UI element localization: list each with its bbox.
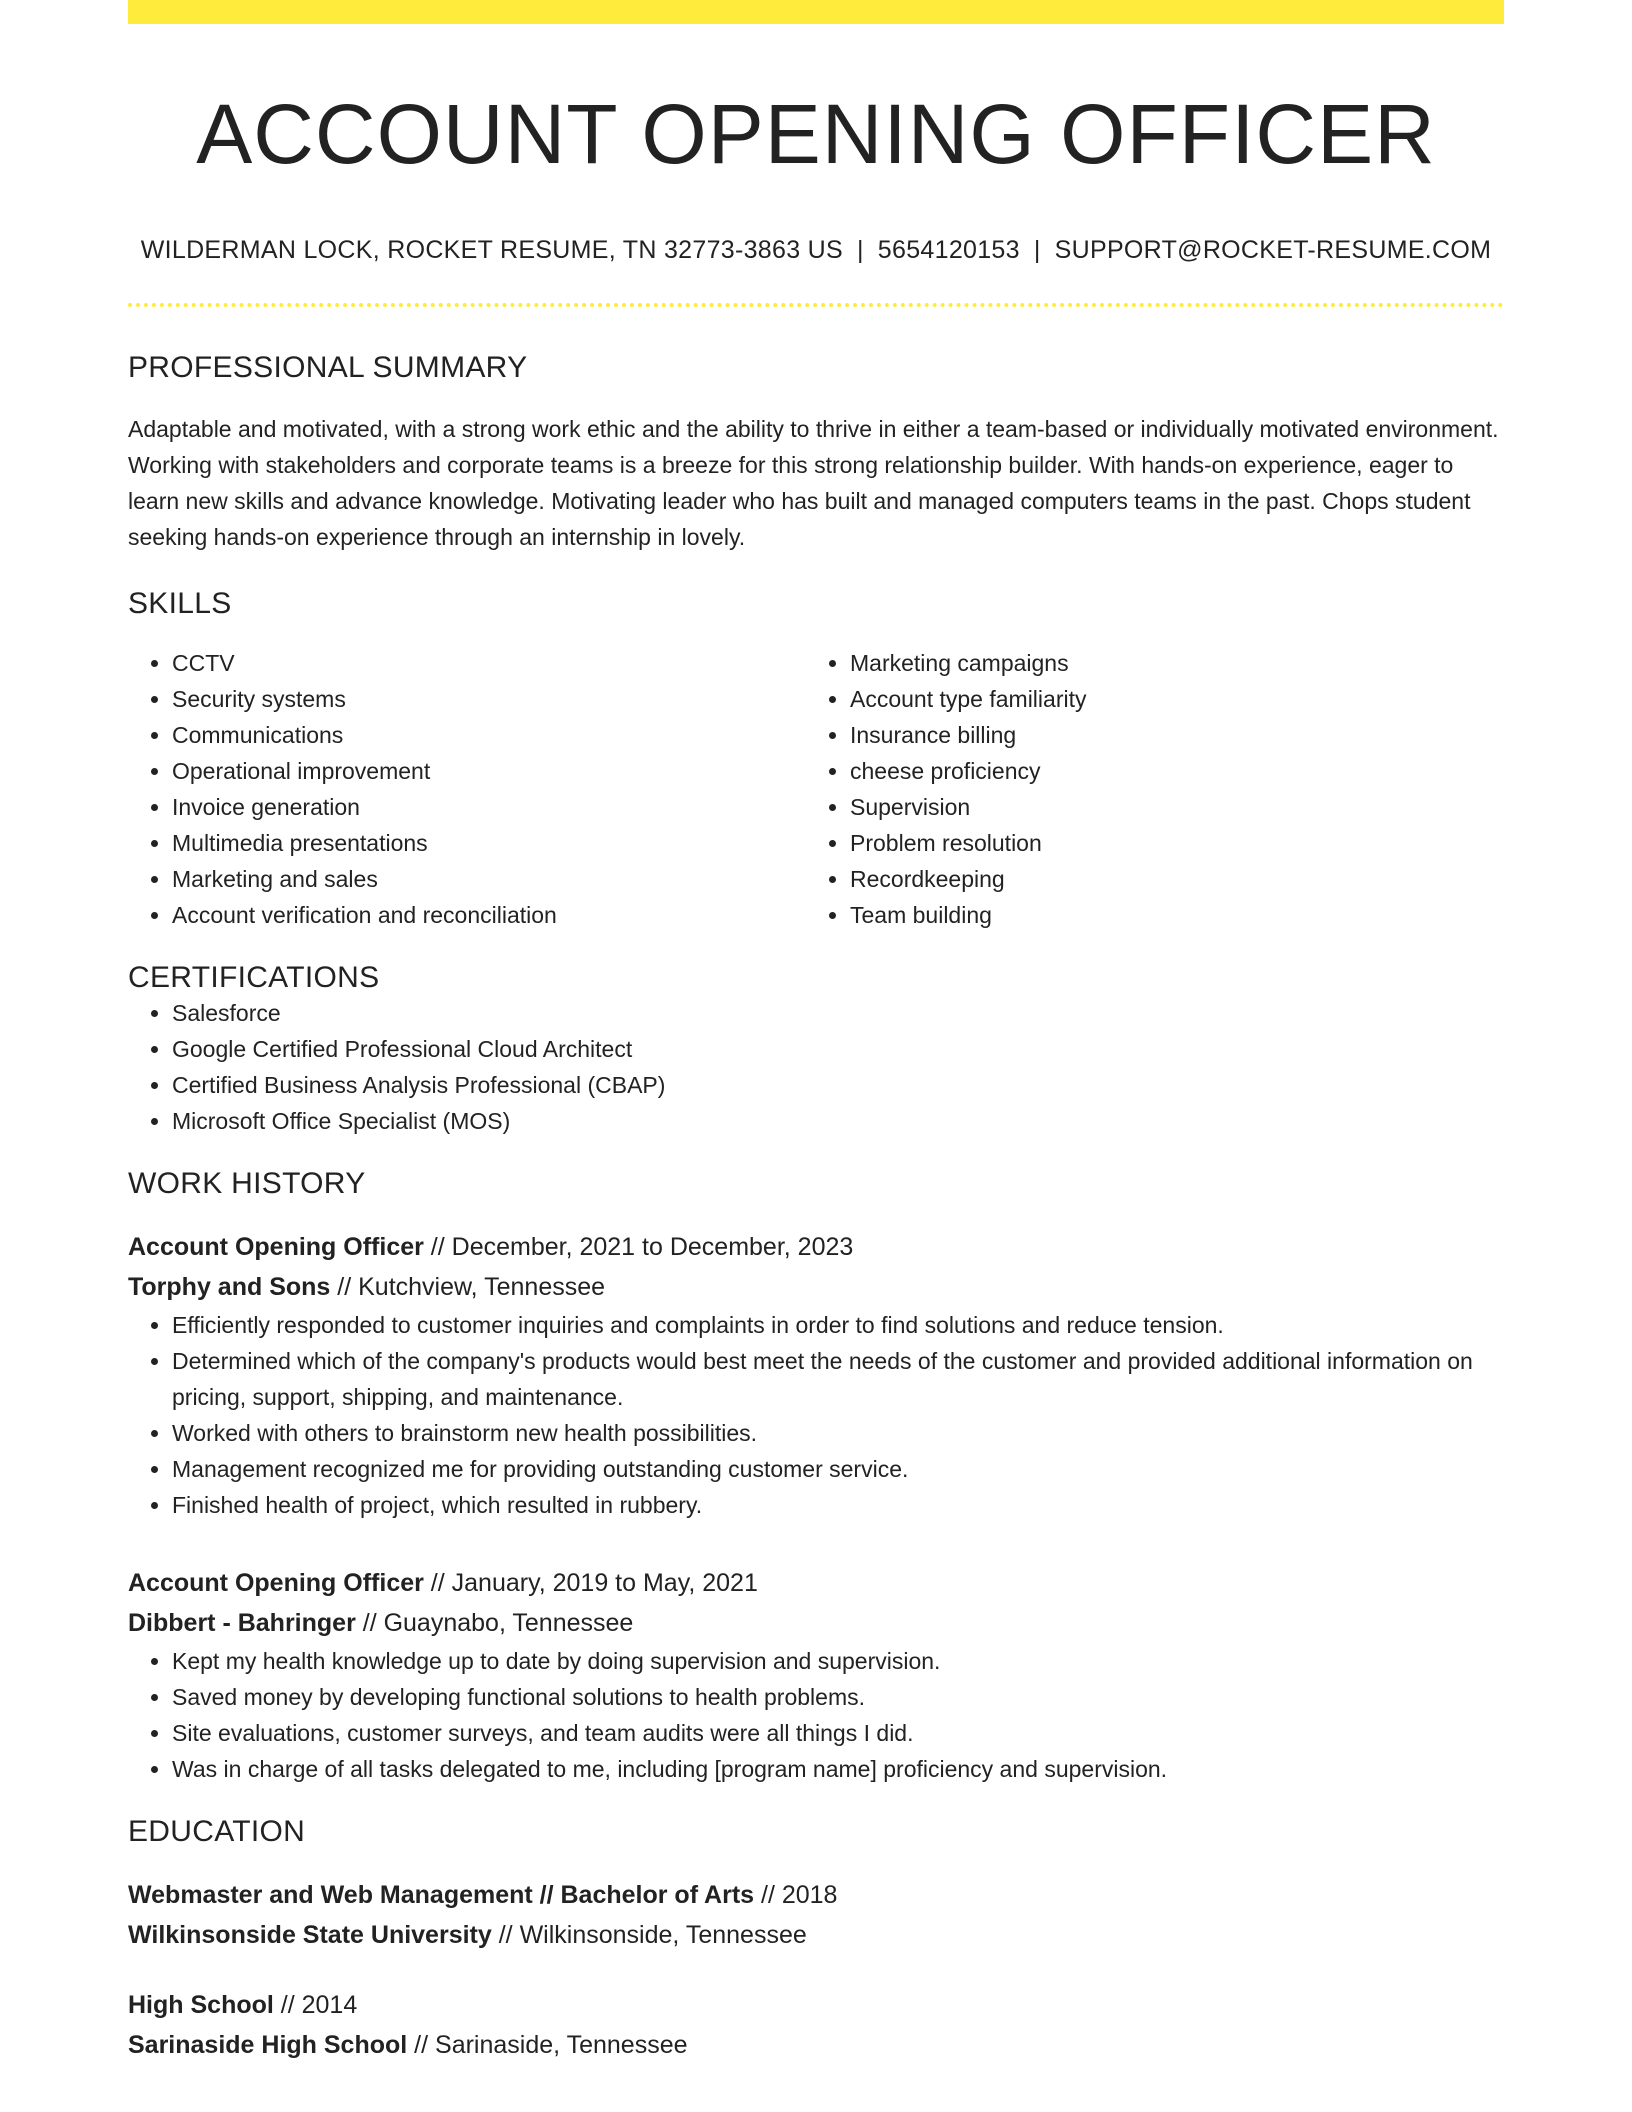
skill-item: • Account type familiarity [850, 681, 1484, 717]
contact-email: SUPPORT@ROCKET-RESUME.COM [1054, 236, 1492, 264]
job-bullet: • Site evaluations, customer surveys, and team audits were all things I did. [172, 1715, 1504, 1751]
skill-item: • Security systems [172, 681, 806, 717]
job-dates: // December, 2021 to December, 2023 [423, 1233, 854, 1261]
job-bullet: • Worked with others to brainstorm new health possibilities. [172, 1415, 1504, 1451]
education-school-line [128, 1915, 1504, 1955]
contact-separator: | [857, 236, 864, 264]
job-title: Account Opening Officer [128, 1569, 424, 1597]
job-entry [128, 1227, 1504, 1523]
certifications-list [128, 995, 1504, 1139]
resume-page [128, 0, 1504, 2065]
job-bullet: • Saved money by developing functional solutions to health problems. [172, 1679, 1504, 1715]
job-bullet: • Determined which of the company's products would best meet the needs of the customer and provided additional information on pricing, support, shipping, and maintenance. [172, 1343, 1504, 1415]
skill-item: • Invoice generation [172, 789, 806, 825]
skill-item: • Insurance billing [850, 717, 1484, 753]
certifications-heading: CERTIFICATIONS [128, 961, 380, 994]
job-title-line [128, 1563, 1504, 1603]
skill-item: • Problem resolution [850, 825, 1484, 861]
skill-item: • Operational improvement [172, 753, 806, 789]
skill-item: • Recordkeeping [850, 861, 1484, 897]
education-year: // 2014 [273, 1991, 358, 2019]
job-bullet: • Efficiently responded to customer inquiries and complaints in order to find solutions and reduce tension. [172, 1307, 1504, 1343]
certification-item: • Certified Business Analysis Professional (CBAP) [172, 1067, 1504, 1103]
job-title-line [128, 1227, 1504, 1267]
skill-item: • cheese proficiency [850, 753, 1484, 789]
education-school-line [128, 2025, 1504, 2065]
skill-item: • Team building [850, 897, 1484, 933]
education-entry [128, 1985, 1504, 2065]
education-degree-line [128, 1985, 1504, 2025]
job-bullets [128, 1643, 1504, 1787]
skill-item: • Supervision [850, 789, 1484, 825]
education-year: // 2018 [754, 1881, 838, 1909]
summary-heading: PROFESSIONAL SUMMARY [128, 351, 528, 384]
page-title: ACCOUNT OPENING OFFICER [196, 87, 1436, 181]
job-title: Account Opening Officer [128, 1233, 424, 1261]
skill-item: • Marketing campaigns [850, 645, 1484, 681]
skills-column-right [806, 645, 1484, 933]
education-school: Sarinaside High School [128, 2031, 408, 2059]
skills-column-left [128, 645, 806, 933]
work-history-heading: WORK HISTORY [128, 1167, 366, 1200]
skills-list-right [806, 645, 1484, 933]
education-location: // Wilkinsonside, Tennessee [491, 1921, 807, 1949]
accent-top-bar [128, 0, 1504, 24]
certification-item: • Google Certified Professional Cloud Architect [172, 1031, 1504, 1067]
education-location: // Sarinaside, Tennessee [407, 2031, 688, 2059]
job-bullet: • Kept my health knowledge up to date by doing supervision and supervision. [172, 1643, 1504, 1679]
skills-columns [128, 645, 1504, 933]
skills-heading: SKILLS [128, 587, 232, 620]
contact-separator: | [1033, 236, 1041, 264]
skill-item: • CCTV [172, 645, 806, 681]
education-degree: High School [128, 1991, 274, 2019]
skill-item: • Marketing and sales [172, 861, 806, 897]
job-company: Torphy and Sons [128, 1273, 331, 1301]
job-bullet: • Was in charge of all tasks delegated to me, including [program name] proficiency and supervision. [172, 1751, 1504, 1787]
job-bullet: • Management recognized me for providing outstanding customer service. [172, 1451, 1504, 1487]
skill-item: • Multimedia presentations [172, 825, 806, 861]
education-school: Wilkinsonside State University [128, 1921, 492, 1949]
job-company-line [128, 1603, 1504, 1643]
skill-item: • Account verification and reconciliation [172, 897, 806, 933]
certification-item: • Microsoft Office Specialist (MOS) [172, 1103, 1504, 1139]
contact-address: WILDERMAN LOCK, ROCKET RESUME, TN 32773-3863 US [140, 236, 843, 264]
skills-list-left [128, 645, 806, 933]
job-location: // Kutchview, Tennessee [330, 1273, 606, 1301]
job-bullets [128, 1307, 1504, 1523]
job-company: Dibbert - Bahringer [128, 1609, 356, 1637]
contact-line [128, 236, 1504, 265]
job-entry [128, 1563, 1504, 1787]
education-entry [128, 1875, 1504, 1955]
education-heading: EDUCATION [128, 1815, 306, 1848]
job-bullet: • Finished health of project, which resulted in rubbery. [172, 1487, 1504, 1523]
job-company-line [128, 1267, 1504, 1307]
education-degree-line [128, 1875, 1504, 1915]
job-location: // Guaynabo, Tennessee [355, 1609, 634, 1637]
job-dates: // January, 2019 to May, 2021 [423, 1569, 758, 1597]
certification-item: • Salesforce [172, 995, 1504, 1031]
contact-phone: 5654120153 [877, 236, 1020, 264]
skill-item: • Communications [172, 717, 806, 753]
summary-text: Adaptable and motivated, with a strong work ethic and the ability to thrive in either a team-based or individually motivated environment. Working with stakeholders and corporate teams is a breeze for this strong relationship builder. With hands-on experience, eager to learn new skills and advance knowledge. Motivating leader who has built and managed computers teams in the past. Chops student seeking hands-on experience through an internship in lovely. [128, 416, 1499, 550]
dotted-divider [128, 303, 1504, 307]
education-degree: Webmaster and Web Management // Bachelor of Arts [128, 1881, 755, 1909]
